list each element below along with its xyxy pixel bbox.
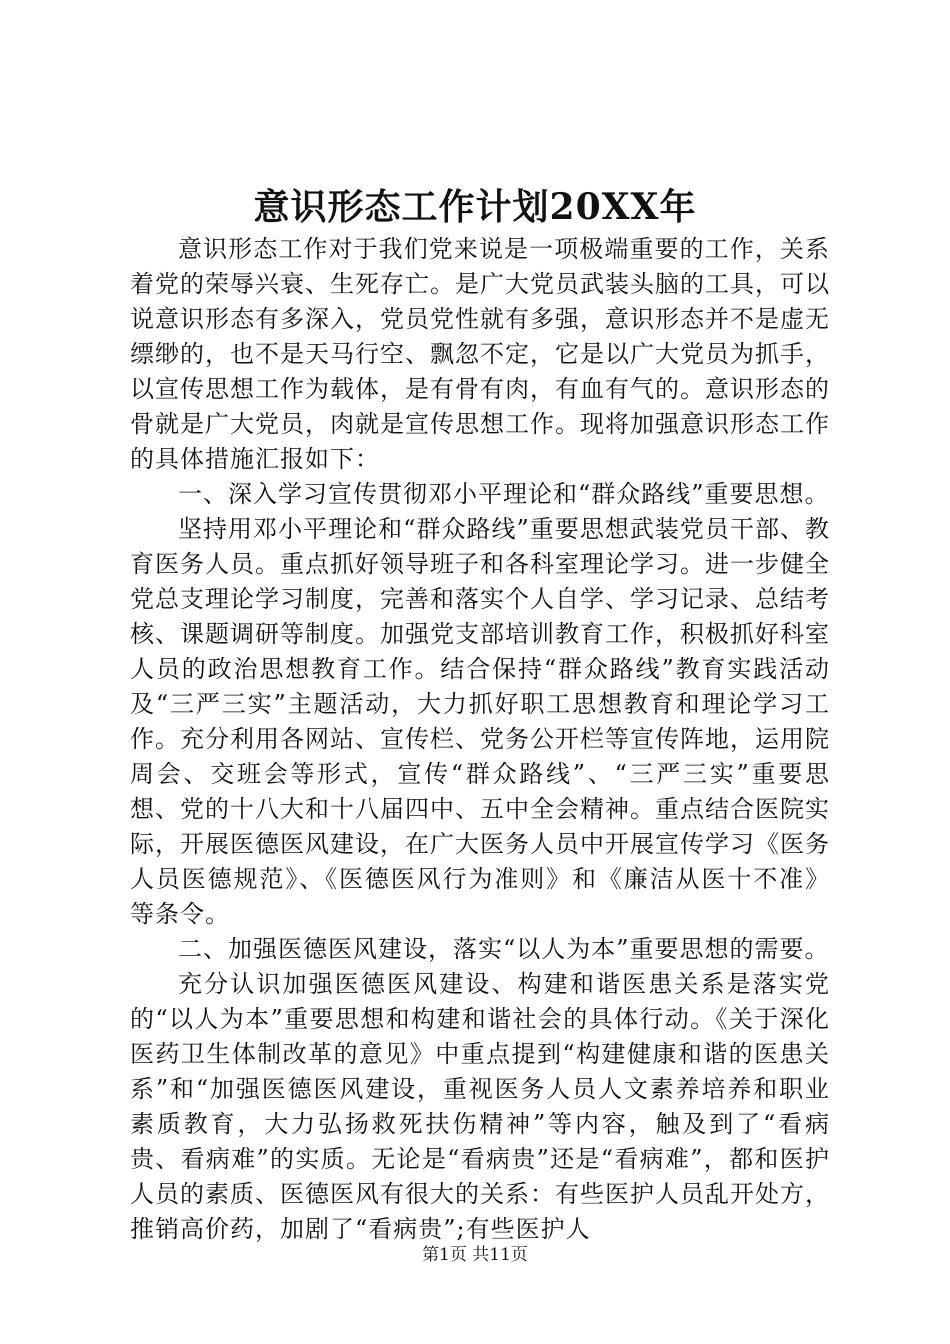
section-heading-2: 二、加强医德医风建设，落实“以人为本”重要思想的需要。 bbox=[178, 935, 830, 963]
paragraph-section-2: 充分认识加强医德医风建设、构建和谐医患关系是落实党的“以人为本”重要思想和构建和谐社会的具体行动。《关于深化医药卫生体制改革的意见》中重点提到“构建健康和谐的医患关系”和“加强医德医风建设，重视医务人员人文素养培养和职业素质教育，大力弘扬救死扶伤精神”等内容，触及到了“看病贵、看病难”的实质。无论是“看病贵”还是“看病难”，都和医护人员的素质、医德医风有很大的关系：有些医护人员乱开处方，推销高价药，加剧了“看病贵”;有些医护人 bbox=[130, 970, 830, 1243]
paragraph-section-1: 坚持用邓小平理论和“群众路线”重要思想武装党员干部、教育医务人员。重点抓好领导班子和各科室理论学习。进一步健全党总支理论学习制度，完善和落实个人自学、学习记录、总结考核、课题调研等制度。加强党支部培训教育工作，积极抓好科室人员的政治思想教育工作。结合保持“群众路线”教育实践活动及“三严三实”主题活动，大力抓好职工思想教育和理论学习工作。充分利用各网站、宣传栏、党务公开栏等宣传阵地，运用院周会、交班会等形式，宣传“群众路线”、“三严三实”重要思想、党的十八大和十八届四中、五中全会精神。重点结合医院实际，开展医德医风建设，在广大医务人员中开展宣传学习《医务人员医德规范》、《医德医风行为准则》和《廉洁从医十不准》等条令。 bbox=[130, 515, 830, 928]
document-title: 意识形态工作计划20XX年 bbox=[253, 186, 697, 228]
paragraph-intro: 意识形态工作对于我们党来说是一项极端重要的工作，关系着党的荣辱兴衰、生死存亡。是广大党员武装头脑的工具，可以说意识形态有多深入，党员党性就有多强，意识形态并不是虚无缥缈的，也不是天马行空、飘忽不定，它是以广大党员为抓手，以宣传思想工作为载体，是有骨有肉，有血有气的。意识形态的骨就是广大党员，肉就是宣传思想工作。现将加强意识形态工作的具体措施汇报如下： bbox=[130, 235, 830, 473]
page-footer: 第1页 共11页 bbox=[422, 1245, 528, 1265]
document-body bbox=[130, 232, 830, 1247]
section-heading-1: 一、深入学习宣传贯彻邓小平理论和“群众路线”重要思想。 bbox=[178, 480, 830, 508]
